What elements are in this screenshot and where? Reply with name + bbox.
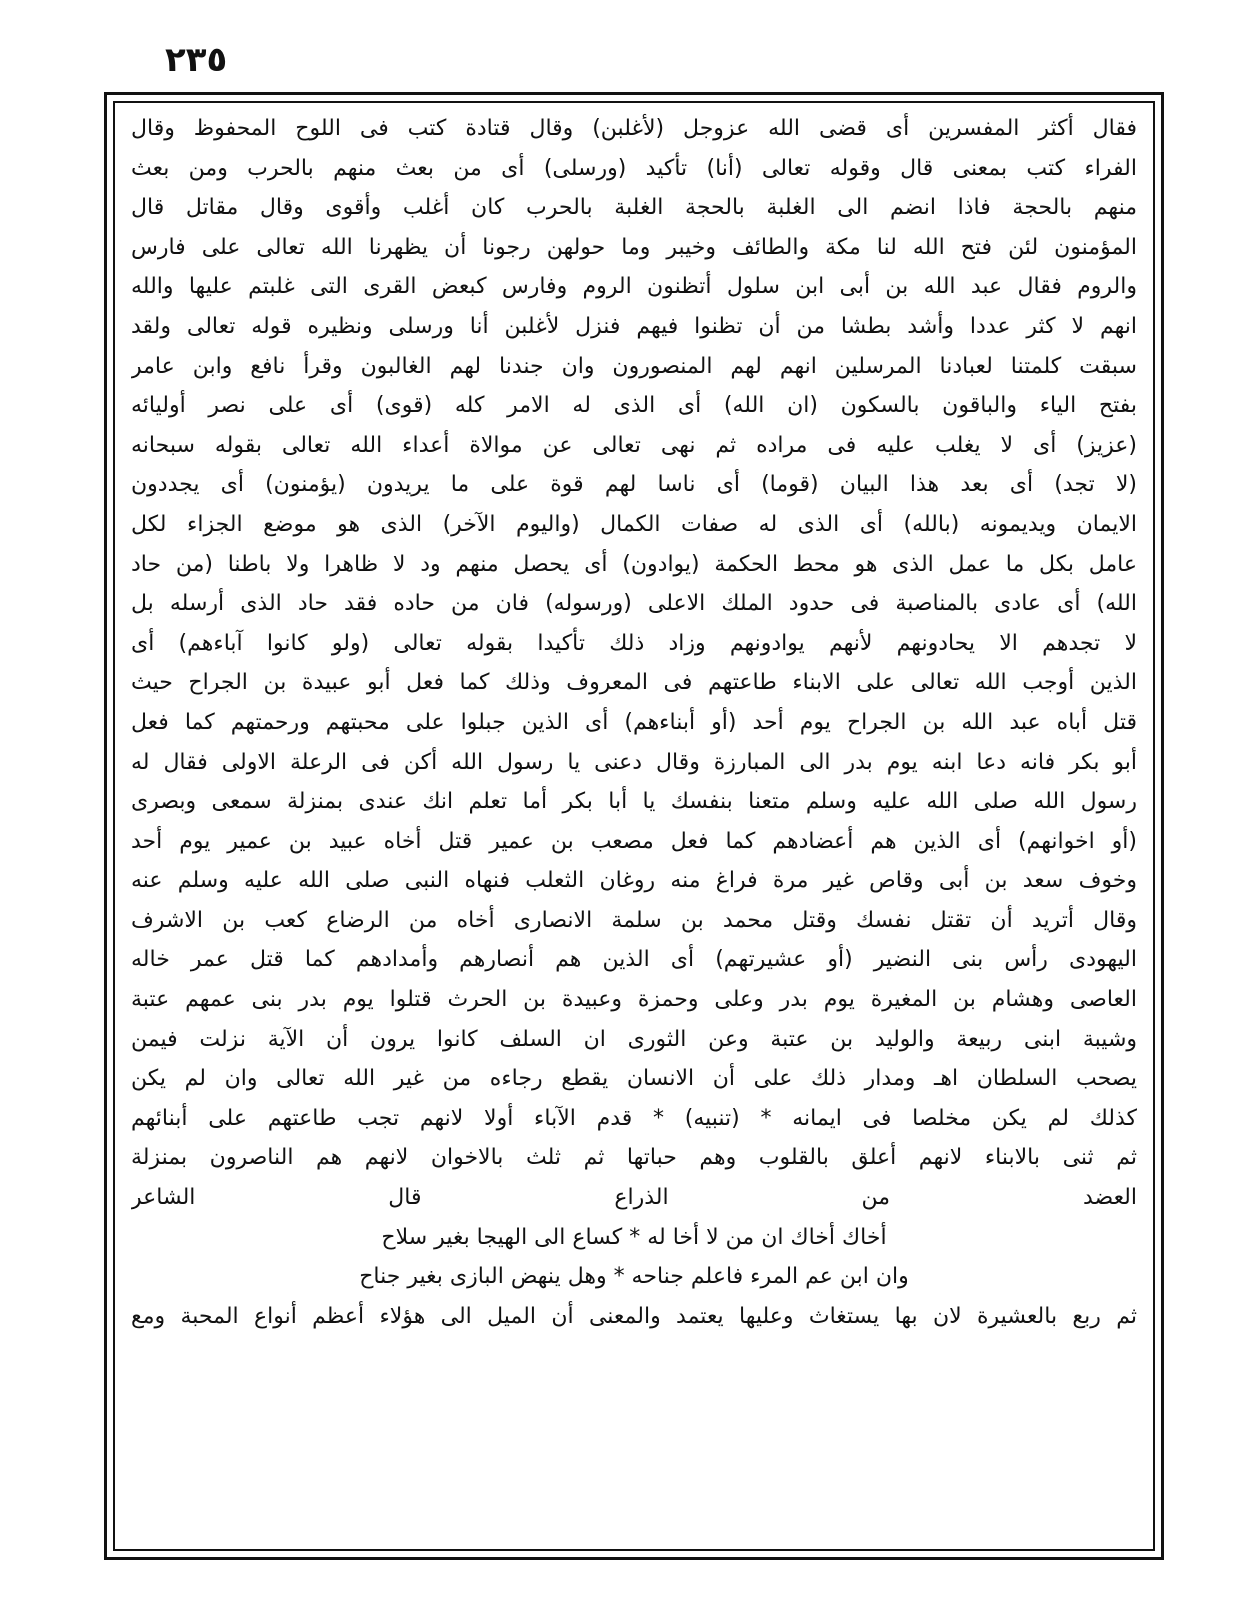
body-text: [131, 109, 1137, 1218]
text-line: وشيبة ابنى ربيعة والوليد بن عتبة وعن الثورى ان السلف كانوا يرون أن الآية نزلت فيمن: [131, 1026, 1137, 1052]
text-line: ثم ثنى بالابناء لانهم أعلق بالقلوب وهم حباتها ثم ثلث بالاخوان لانهم هم الناصرون بمنزلة: [131, 1145, 1137, 1171]
text-line: كذلك لم يكن مخلصا فى ايمانه * (تنبيه) * قدم الآباء أولا لانهم تجب طاعتهم على أبنائهم: [131, 1105, 1137, 1131]
page-number: ٢٣٥: [165, 40, 228, 80]
text-line: وخوف سعد بن أبى وقاص غير مرة فراغ منه روغان الثعلب فنهاه النبى صلى الله عليه وسلم عنه: [131, 868, 1137, 894]
text-line: بفتح الياء والباقون بالسكون (ان الله) أى الذى له الامر كله (قوى) أى على نصر أوليائه: [131, 393, 1137, 419]
text-line: الله) أى عادى بالمناصبة فى حدود الملك الاعلى (ورسوله) فان من حاده فقد حاد الذى أرسله بل: [131, 591, 1137, 617]
text-line: انهم لا كثر عددا وأشد بطشا من أن تظنوا فيهم فنزل لأغلبن أنا ورسلى ونظيره قوله تعالى ولقد: [131, 313, 1137, 339]
text-line: وقال أتريد أن تقتل نفسك وقتل محمد بن سلمة الانصارى أخاه من الرضاع كعب بن الاشرف: [131, 907, 1137, 933]
text-line: الايمان ويديمونه (بالله) أى الذى له صفات الكمال (واليوم الآخر) الذى هو موضع الجزاء لكل: [131, 511, 1137, 537]
text-line: والروم فقال عبد الله بن أبى ابن سلول أتظنون الروم وفارس كبعض القرى التى غلبتم عليها والله: [131, 274, 1137, 300]
text-line: رسول الله صلى الله عليه وسلم متعنا بنفسك يا أبا بكر أما تعلم انك عندى بمنزلة سمعى وبصرى: [131, 789, 1137, 815]
text-line: سبقت كلمتنا لعبادنا المرسلين انهم لهم المنصورون وان جندنا لهم الغالبون وقرأ نافع وابن عامر: [131, 353, 1137, 379]
text-line: يصحب السلطان اهـ ومدار ذلك على أن الانسان يقطع رجاءه من غير الله تعالى وان لم يكن: [131, 1066, 1137, 1092]
text-line: العضد من الذراع قال الشاعر: [131, 1185, 1137, 1211]
text-line: الذين أوجب الله تعالى على الابناء طاعتهم فى المعروف وذلك كما فعل أبو عبيدة بن الجراح حيث: [131, 670, 1137, 696]
text-line: اليهودى رأس بنى النضير (أو عشيرتهم) أى الذين هم أنصارهم وأمدادهم كما قتل عمر خاله: [131, 947, 1137, 973]
page-frame-inner: [113, 101, 1155, 1551]
body-text-tail: [131, 1297, 1137, 1337]
text-line: لا تجدهم الا يحادونهم لأنهم يوادونهم وزاد ذلك تأكيدا بقوله تعالى (ولو كانوا آباءهم) أى: [131, 630, 1137, 656]
poem-verse: وان ابن عم المرء فاعلم جناحه * وهل ينهض البازى بغير جناح: [359, 1264, 909, 1290]
text-line: (عزيز) أى لا يغلب عليه فى مراده ثم نهى تعالى عن موالاة أعداء الله تعالى بقوله سبحانه: [131, 432, 1137, 458]
poem-verse: أخاك أخاك ان من لا أخا له * كساع الى الهيجا بغير سلاح: [381, 1224, 887, 1250]
text-line: أبو بكر فانه دعا ابنه يوم بدر الى المبارزة وقال دعنى يا رسول الله أكن فى الرعلة الاولى فقال له: [131, 749, 1137, 775]
text-line: العاصى وهشام بن المغيرة يوم بدر وعلى وحمزة وعبيدة بن الحرث قتلوا يوم بدر بنى عمهم عتبة: [131, 987, 1137, 1013]
text-line: عامل بكل ما عمل الذى هو محط الحكمة (يوادون) أى يحصل منهم ود لا ظاهرا ولا باطنا (من حاد: [131, 551, 1137, 577]
text-line: منهم بالحجة فاذا انضم الى الغلبة بالحجة الغلبة بالحرب كان أغلب وأقوى وقال مقاتل قال: [131, 195, 1137, 221]
text-line: فقال أكثر المفسرين أى قضى الله عزوجل (لأغلبن) وقال قتادة كتب فى اللوح المحفوظ وقال: [131, 116, 1137, 141]
text-line: المؤمنون لئن فتح الله لنا مكة والطائف وخيبر وما حولهن رجونا أن يظهرنا الله تعالى على فارس: [131, 234, 1137, 260]
text-line: الفراء كتب بمعنى قال وقوله تعالى (أنا) تأكيد (ورسلى) أى من بعث منهم بالحرب ومن بعث: [131, 155, 1137, 181]
text-line: (لا تجد) أى بعد هذا البيان (قوما) أى ناسا لهم قوة على ما يريدون (يؤمنون) أى يجددون: [131, 472, 1137, 498]
text-line: (أو اخوانهم) أى الذين هم أعضادهم كما فعل مصعب بن عمير قتل أخاه عبيد بن عمير يوم أحد: [131, 828, 1137, 854]
text-line: قتل أباه عبد الله بن الجراح يوم أحد (أو أبناءهم) أى الذين جبلوا على محبتهم ورحمتهم كما فعل: [131, 709, 1137, 735]
text-line: ثم ربع بالعشيرة لان بها يستغاث وعليها يعتمد والمعنى أن الميل الى هؤلاء أعظم أنواع المحبة ومع: [131, 1303, 1137, 1329]
